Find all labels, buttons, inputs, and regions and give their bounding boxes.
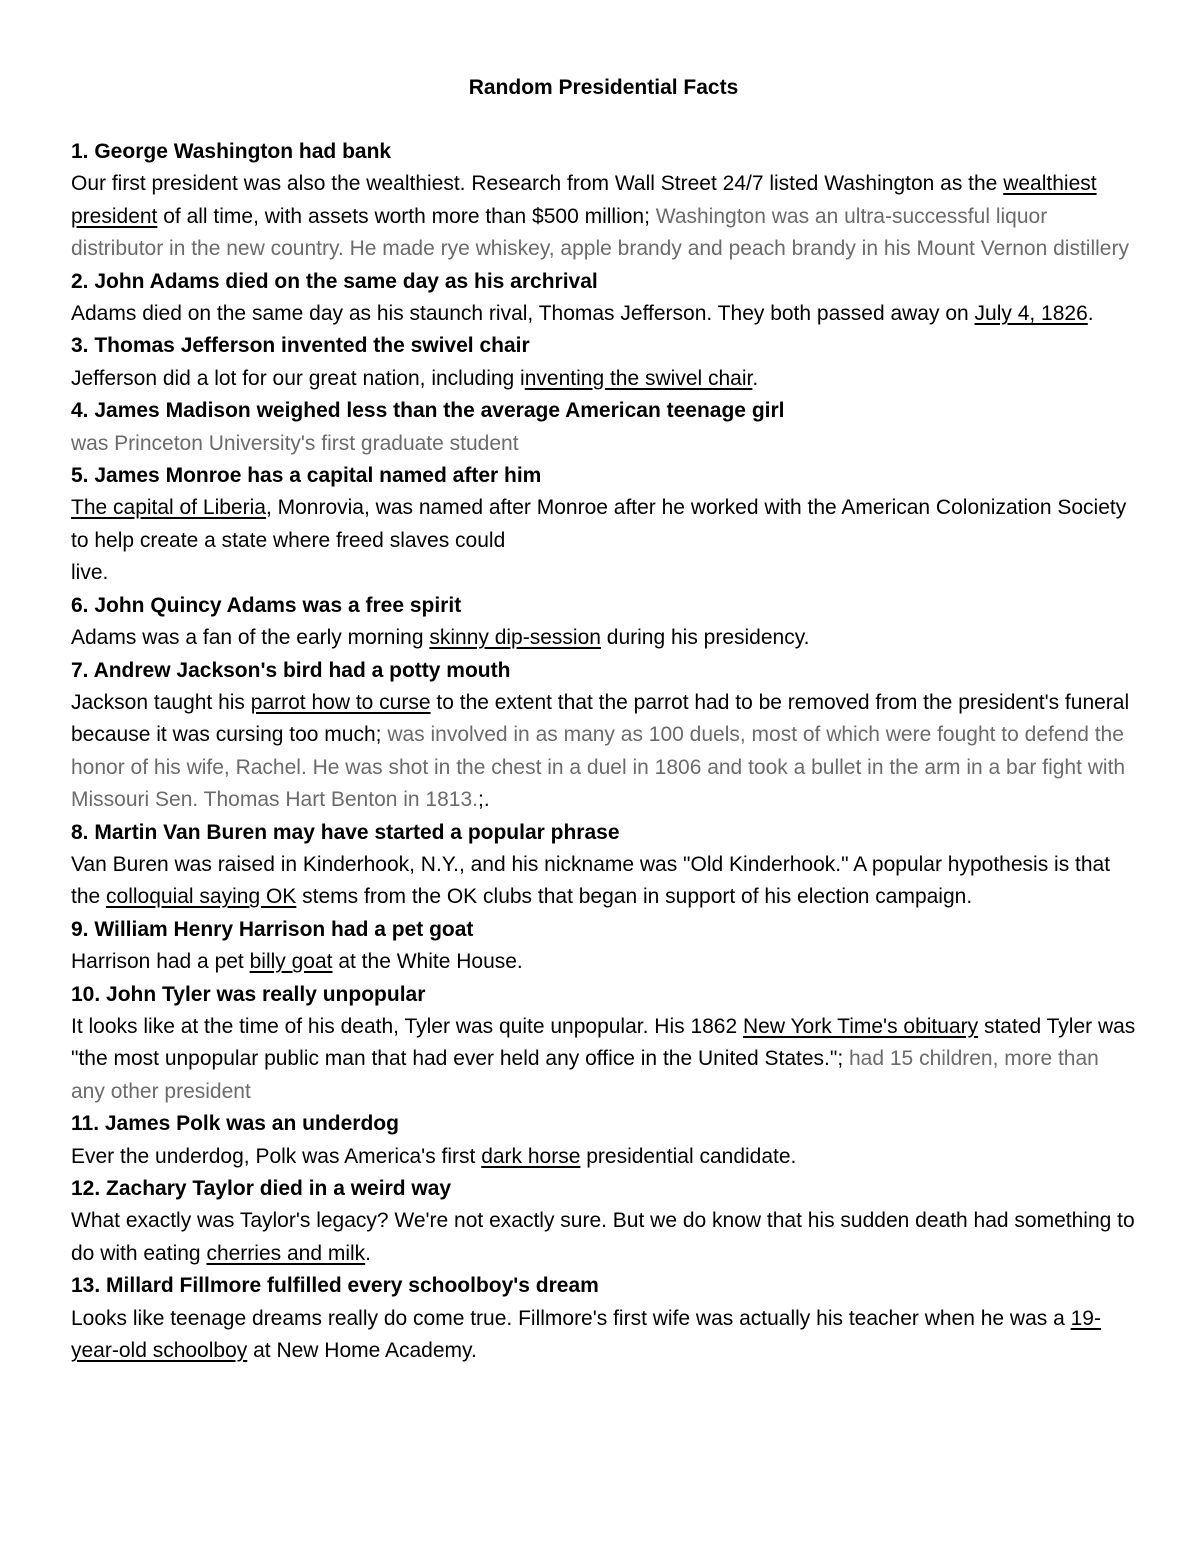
fact-item <box>71 1173 1136 1270</box>
gray-text: was Princeton University's first graduate student <box>71 431 519 455</box>
fact-heading: 3. Thomas Jefferson invented the swivel chair <box>71 334 530 358</box>
fact-heading: 2. John Adams died on the same day as his archrival <box>71 269 598 293</box>
body-text: at New Home Academy. <box>247 1339 477 1363</box>
hyperlink[interactable]: cherries and milk <box>206 1241 366 1265</box>
hyperlink[interactable]: 19-year-old schoolboy <box>71 1306 1101 1363</box>
fact-paragraph <box>71 557 1136 589</box>
fact-item <box>71 1108 1136 1173</box>
fact-paragraph <box>71 622 1136 654</box>
body-text: at the White House. <box>332 950 523 974</box>
fact-item <box>71 460 1136 590</box>
body-text: Jackson taught his <box>71 690 251 714</box>
fact-paragraph <box>71 428 1136 460</box>
fact-item <box>71 655 1136 817</box>
body-text: Ever the underdog, Polk was America's first <box>71 1144 482 1168</box>
document-title: Random Presidential Facts <box>468 76 739 99</box>
hyperlink[interactable]: wealthiest president <box>71 172 1097 228</box>
gray-text: Washington was an ultra-successful liquor distributor in the new country. He made rye whiskey, apple brandy and peach brandy in his Mount Vernon distillery <box>71 204 1129 261</box>
fact-item <box>71 979 1136 1109</box>
facts-list <box>71 136 1136 1367</box>
fact-item <box>71 914 1136 979</box>
fact-heading: 4. James Madison weighed less than the average American teenage girl <box>71 399 785 423</box>
body-text: Looks like teenage dreams really do come true. Fillmore's first wife was actually his teacher when he was a <box>71 1306 1071 1330</box>
fact-paragraph <box>71 946 1136 978</box>
hyperlink[interactable]: billy goat <box>249 950 333 974</box>
body-text: live. <box>71 561 109 585</box>
fact-paragraph <box>71 363 1136 395</box>
hyperlink[interactable]: dark horse <box>481 1144 581 1168</box>
body-text: . <box>1087 302 1094 326</box>
fact-heading: 11. James Polk was an underdog <box>71 1112 399 1136</box>
hyperlink[interactable]: July 4, 1826 <box>974 302 1088 326</box>
fact-item <box>71 330 1136 395</box>
fact-paragraph <box>71 687 1136 817</box>
fact-heading: 1. George Washington had bank <box>71 140 392 163</box>
body-text: Van Buren was raised in Kinderhook, N.Y., and his nickname was "Old Kinderhook." A popular hypothesis is that the <box>71 852 1111 909</box>
hyperlink[interactable]: New York Time's obituary <box>743 1014 979 1038</box>
fact-paragraph <box>71 1011 1136 1108</box>
fact-heading: 12. Zachary Taylor died in a weird way <box>71 1177 452 1200</box>
fact-item <box>71 136 1136 266</box>
fact-heading: 6. John Quincy Adams was a free spirit <box>71 593 462 617</box>
gray-text: was involved in as many as 100 duels, most of which were fought to defend the honor of his wife, Rachel. He was shot in the chest in a duel in 1806 and took a bullet in the arm in a bar fight with Missouri Sen. Thomas Hart Benton in 1813. <box>71 723 1126 812</box>
body-text: ;. <box>478 788 490 812</box>
fact-paragraph <box>71 1141 1136 1173</box>
fact-heading: 7. Andrew Jackson's bird had a potty mouth <box>71 658 511 682</box>
hyperlink[interactable]: The capital of Liberia <box>71 496 266 520</box>
body-text: . <box>365 1241 372 1265</box>
body-text: Harrison had a pet <box>71 950 250 974</box>
body-text: during his presidency. <box>600 626 810 650</box>
fact-item <box>71 590 1136 655</box>
body-text: Adams was a fan of the early morning <box>71 626 430 650</box>
fact-heading: 5. James Monroe has a capital named after him <box>71 464 542 488</box>
fact-paragraph <box>71 298 1136 330</box>
body-text: of all time, with assets worth more than $500 million; <box>157 204 656 228</box>
gray-text: had 15 children, more than any other president <box>71 1047 1099 1103</box>
fact-item <box>71 817 1136 914</box>
body-text: stated Tyler was "the most unpopular public man that had ever held any office in the United States."; <box>71 1014 1136 1071</box>
fact-item <box>71 1270 1136 1367</box>
body-text: It looks like at the time of his death, Tyler was quite unpopular. His 1862 <box>71 1014 743 1038</box>
fact-paragraph <box>71 1303 1136 1368</box>
fact-item <box>71 395 1136 460</box>
fact-heading: 8. Martin Van Buren may have started a popular phrase <box>71 820 620 844</box>
fact-item <box>71 266 1136 331</box>
fact-paragraph <box>71 849 1136 914</box>
fact-heading: 10. John Tyler was really unpopular <box>71 982 426 1006</box>
hyperlink[interactable]: parrot how to curse <box>250 690 431 714</box>
document-page <box>71 72 1136 1367</box>
body-text: presidential candidate. <box>580 1144 797 1168</box>
fact-heading: 13. Millard Fillmore fulfilled every schoolboy's dream <box>71 1274 599 1298</box>
fact-paragraph <box>71 1205 1136 1270</box>
hyperlink[interactable]: colloquial saying OK <box>106 885 297 909</box>
body-text: . <box>752 366 759 390</box>
fact-heading: 9. William Henry Harrison had a pet goat <box>71 917 474 941</box>
fact-paragraph <box>71 168 1136 265</box>
body-text: Adams died on the same day as his staunch rival, Thomas Jefferson. They both passed away on <box>71 302 975 326</box>
body-text: Our first president was also the wealthiest. Research from Wall Street 24/7 listed Washington as the <box>71 172 1004 196</box>
body-text: to the extent that the parrot had to be removed from the president's funeral because it was cursing too much; <box>71 690 1130 747</box>
fact-paragraph <box>71 492 1136 557</box>
body-text: , Monrovia, was named after Monroe after he worked with the American Colonization Society to help create a state where freed slaves could <box>71 496 1127 552</box>
body-text: stems from the OK clubs that began in support of his election campaign. <box>296 885 973 909</box>
body-text: Jefferson did a lot for our great nation, including i <box>71 366 525 390</box>
body-text: What exactly was Taylor's legacy? We're not exactly sure. But we do know that his sudden death had something to do with eating <box>71 1209 1135 1265</box>
hyperlink[interactable]: nventing the swivel chair <box>524 366 753 390</box>
hyperlink[interactable]: skinny dip-session <box>429 626 601 650</box>
